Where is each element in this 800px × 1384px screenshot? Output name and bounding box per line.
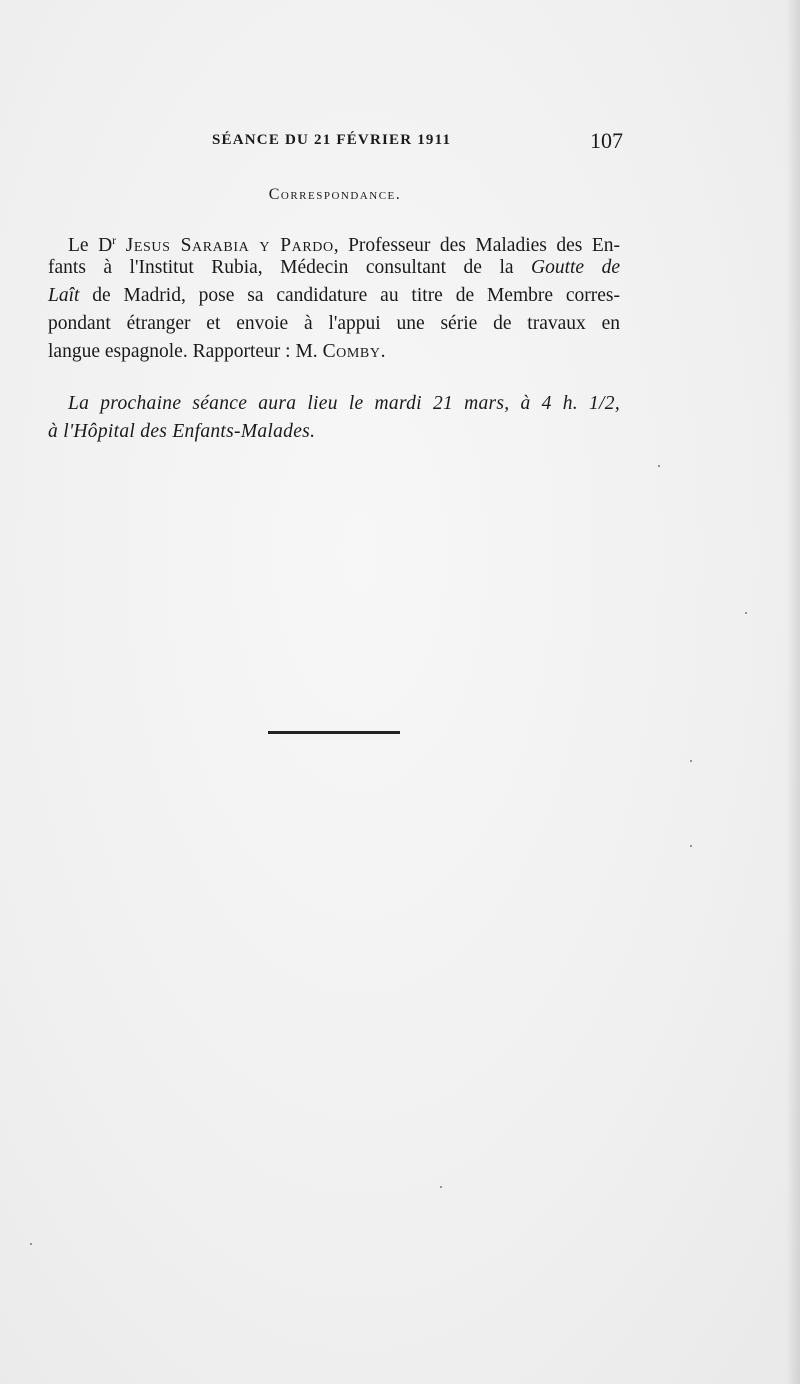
text-line: à l'Hôpital des Enfants-Malades.	[48, 421, 316, 442]
text-run: .	[380, 341, 386, 362]
italic-text: Goutte de	[531, 257, 620, 278]
page-number: 107	[590, 128, 623, 153]
text-line: La prochaine séance aura lieu le mardi 21 mars, à 4 h. 1/2,	[68, 393, 620, 414]
person-name: Jesus Sarabia y Pardo	[125, 235, 334, 256]
end-rule	[268, 731, 400, 734]
text-run: de Madrid, pose sa candidature au titre de Membre corres-	[79, 285, 620, 306]
text-line	[48, 254, 620, 282]
rapporteur-name: Comby	[322, 341, 381, 362]
paper-speck	[690, 760, 692, 762]
page-edge-shadow	[786, 0, 800, 1384]
italic-text: Laît	[48, 285, 80, 306]
text-line	[48, 338, 620, 366]
text-line	[48, 226, 620, 254]
correspondence-paragraph	[48, 226, 620, 366]
running-head: SÉANCE DU 21 FÉVRIER 1911	[212, 132, 452, 148]
paper-speck	[30, 1243, 32, 1245]
text-line	[48, 282, 620, 310]
text-run: fants à l'Institut Rubia, Médecin consultant de la	[48, 257, 532, 278]
text-run	[116, 235, 126, 256]
paper-speck	[690, 845, 692, 847]
next-session-notice	[48, 390, 620, 446]
text-line: pondant étranger et envoie à l'appui une série de travaux en	[48, 313, 620, 334]
paper-speck	[658, 465, 660, 467]
section-title: Correspondance.	[268, 186, 402, 203]
text-run: , Professeur des Maladies des En-	[333, 235, 621, 256]
paper-speck	[745, 612, 747, 614]
text-run: langue espagnole. Rapporteur : M.	[48, 341, 323, 362]
paper-speck	[440, 1186, 442, 1188]
superscript: r	[112, 233, 117, 247]
text-run: Le D	[68, 235, 113, 256]
